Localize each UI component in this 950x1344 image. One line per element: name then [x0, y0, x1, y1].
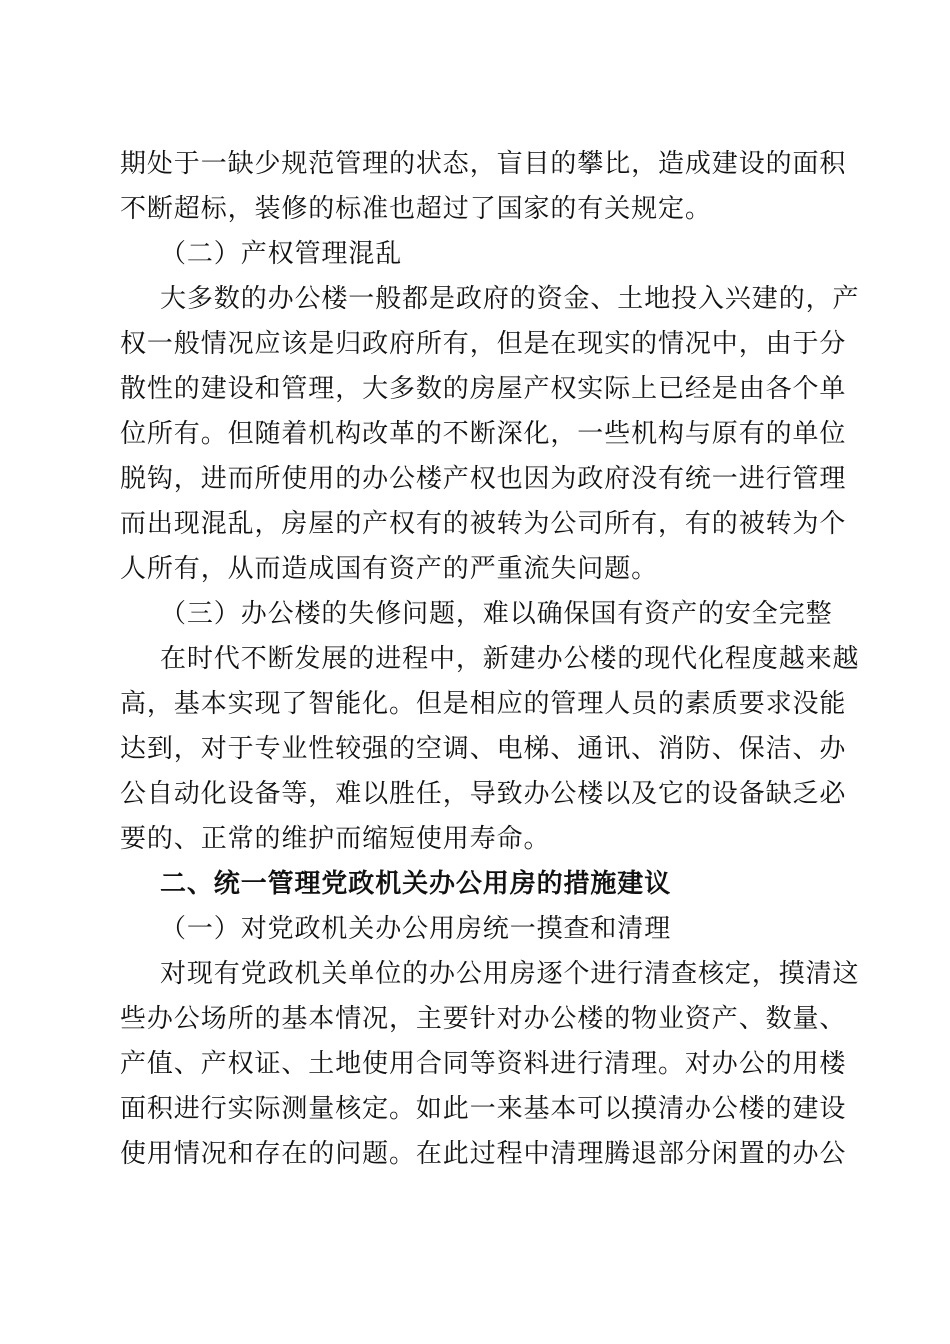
text-line: 权一般情况应该是归政府所有，但是在现实的情况中，由于分	[120, 329, 847, 359]
text-line: 高，基本实现了智能化。但是相应的管理人员的素质要求没能	[120, 689, 847, 719]
text-line: 脱钩，进而所使用的办公楼产权也因为政府没有统一进行管理	[120, 464, 847, 494]
text-line: 期处于一缺少规范管理的状态，盲目的攀比，造成建设的面积	[120, 149, 847, 179]
text-line: 公自动化设备等，难以胜任，导致办公楼以及它的设备缺乏必	[120, 779, 847, 809]
text-line: 人所有，从而造成国有资产的严重流失问题。	[120, 554, 659, 584]
text-line: 在时代不断发展的进程中，新建办公楼的现代化程度越来越	[160, 644, 860, 674]
text-line: 不断超标，装修的标准也超过了国家的有关规定。	[120, 194, 712, 224]
text-line: 散性的建设和管理，大多数的房屋产权实际上已经是由各个单	[120, 374, 847, 404]
document-page	[120, 142, 860, 1177]
text-line: 面积进行实际测量核定。如此一来基本可以摸清办公楼的建设	[120, 1094, 847, 1124]
section-heading: （三）办公楼的失修问题，难以确保国有资产的安全完整	[160, 599, 833, 629]
text-line: 要的、正常的维护而缩短使用寿命。	[120, 824, 551, 854]
text-line: 大多数的办公楼一般都是政府的资金、土地投入兴建的，产	[160, 284, 860, 314]
section-heading: （一）对党政机关办公用房统一摸查和清理	[160, 914, 672, 944]
text-line: 使用情况和存在的问题。在此过程中清理腾退部分闲置的办公	[120, 1139, 847, 1169]
section-heading: （二）产权管理混乱	[160, 239, 403, 269]
text-line: 产值、产权证、土地使用合同等资料进行清理。对办公的用楼	[120, 1049, 847, 1079]
text-line: 些办公场所的基本情况，主要针对办公楼的物业资产、数量、	[120, 1004, 847, 1034]
chapter-heading: 二、统一管理党政机关办公用房的措施建议	[160, 869, 672, 899]
text-line: 而出现混乱，房屋的产权有的被转为公司所有，有的被转为个	[120, 509, 847, 539]
text-line: 对现有党政机关单位的办公用房逐个进行清查核定，摸清这	[160, 959, 860, 989]
text-line: 达到，对于专业性较强的空调、电梯、通讯、消防、保洁、办	[120, 734, 847, 764]
text-line: 位所有。但随着机构改革的不断深化，一些机构与原有的单位	[120, 419, 847, 449]
